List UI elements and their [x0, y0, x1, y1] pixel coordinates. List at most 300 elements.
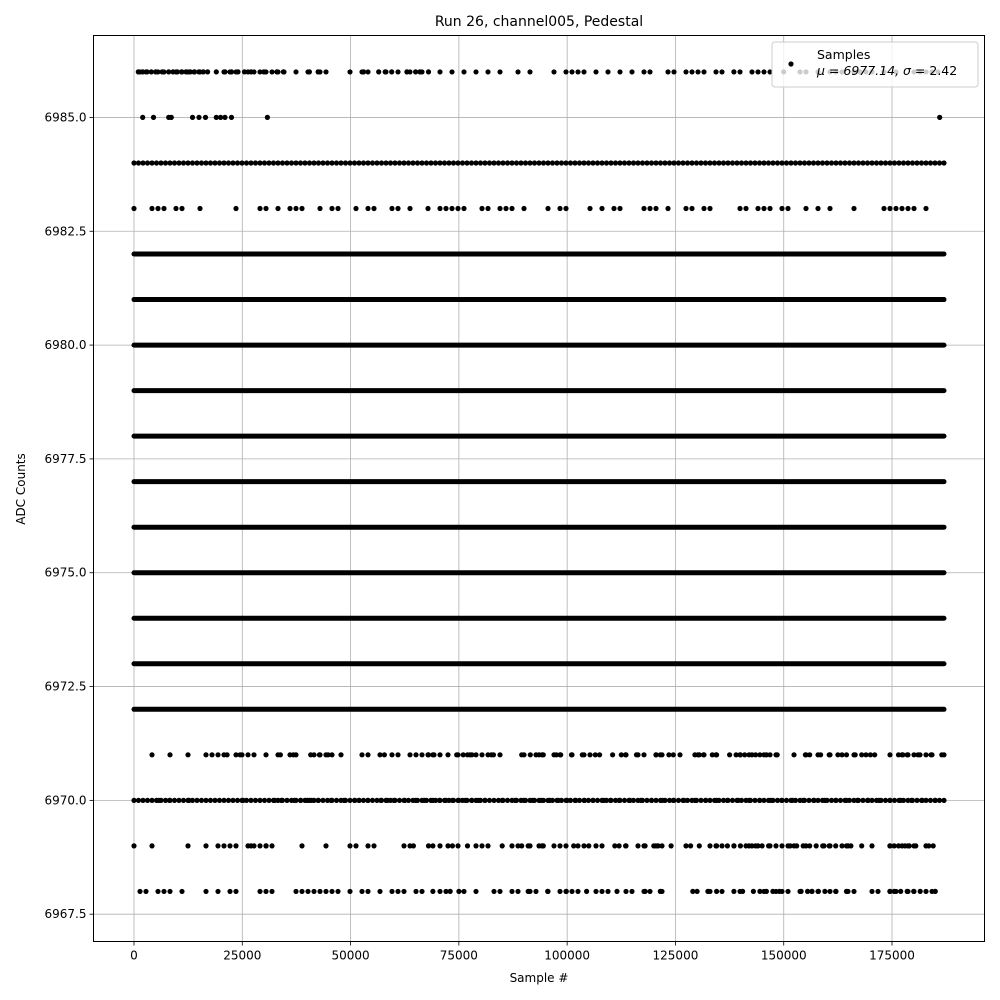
sample-point — [794, 843, 799, 848]
sample-point — [761, 206, 766, 211]
sample-point — [820, 160, 825, 165]
sample-point — [389, 752, 394, 757]
sample-point — [905, 752, 910, 757]
x-tick-label: 25000 — [223, 948, 262, 963]
sample-point — [833, 889, 838, 894]
sample-point — [131, 206, 136, 211]
sample-point — [748, 160, 753, 165]
sample-point — [229, 69, 234, 74]
sample-point — [914, 798, 919, 803]
sample-point — [425, 206, 430, 211]
sample-point — [649, 160, 654, 165]
sample-point — [149, 843, 154, 848]
sample-point — [658, 752, 663, 757]
sample-point — [473, 160, 478, 165]
sample-point — [824, 160, 829, 165]
sample-point — [647, 889, 652, 894]
sample-point — [714, 752, 719, 757]
sample-point — [689, 206, 694, 211]
sample-point — [491, 889, 496, 894]
sample-point — [292, 798, 297, 803]
sample-point — [822, 889, 827, 894]
sample-point — [643, 889, 648, 894]
sample-point — [739, 160, 744, 165]
sample-point — [514, 160, 519, 165]
sample-point — [199, 798, 204, 803]
sample-point — [541, 160, 546, 165]
sample-point — [874, 160, 879, 165]
sample-point — [605, 69, 610, 74]
sample-point — [545, 206, 550, 211]
sample-point — [581, 69, 586, 74]
sample-point — [269, 69, 274, 74]
sample-point — [323, 69, 328, 74]
sample-point — [222, 115, 227, 120]
sample-point — [370, 798, 375, 803]
y-tick-label: 6975.0 — [44, 565, 87, 580]
sample-point — [221, 160, 226, 165]
sample-point — [305, 889, 310, 894]
sample-point — [838, 798, 843, 803]
sample-point — [491, 160, 496, 165]
sample-point — [136, 160, 141, 165]
y-tick-label: 6972.5 — [44, 679, 87, 694]
sample-point — [361, 69, 366, 74]
sample-point — [811, 160, 816, 165]
legend-stats — [816, 63, 957, 78]
sample-point — [365, 206, 370, 211]
sample-point — [365, 752, 370, 757]
sample-point — [448, 889, 453, 894]
sample-point — [653, 206, 658, 211]
sample-point — [695, 889, 700, 894]
sample-point — [376, 69, 381, 74]
sample-point — [329, 798, 334, 803]
sample-point — [737, 69, 742, 74]
sample-point — [697, 843, 702, 848]
sample-point — [509, 843, 514, 848]
sample-point — [397, 798, 402, 803]
sample-point — [545, 160, 550, 165]
sample-point — [442, 160, 447, 165]
sample-point — [284, 798, 289, 803]
legend-marker — [788, 61, 793, 66]
sample-point — [806, 160, 811, 165]
sample-point — [465, 843, 470, 848]
sample-point — [437, 752, 442, 757]
sample-point — [140, 798, 145, 803]
sample-point — [251, 752, 256, 757]
sample-point — [263, 206, 268, 211]
sample-point — [454, 752, 459, 757]
sample-point — [623, 889, 628, 894]
sample-point — [212, 798, 217, 803]
sample-point — [838, 160, 843, 165]
sample-point — [901, 160, 906, 165]
sample-point — [244, 160, 249, 165]
sample-point — [269, 889, 274, 894]
sample-point — [631, 160, 636, 165]
sample-point — [262, 798, 267, 803]
sample-point — [482, 798, 487, 803]
sample-point — [154, 160, 159, 165]
sample-point — [253, 160, 258, 165]
sample-point — [881, 206, 886, 211]
sample-point — [160, 69, 165, 74]
sample-point — [685, 160, 690, 165]
sample-point — [275, 206, 280, 211]
sample-point — [551, 843, 556, 848]
sample-point — [424, 160, 429, 165]
sample-point — [293, 69, 298, 74]
sample-point — [530, 798, 535, 803]
sample-point — [683, 843, 688, 848]
sample-point — [383, 160, 388, 165]
sample-point — [584, 889, 589, 894]
sample-point — [797, 160, 802, 165]
sample-point — [176, 160, 181, 165]
sample-point — [509, 160, 514, 165]
sample-point — [496, 160, 501, 165]
sample-point — [557, 843, 562, 848]
sample-point — [760, 843, 765, 848]
sample-point — [766, 843, 771, 848]
sample-point — [528, 752, 533, 757]
sample-point — [316, 69, 321, 74]
sample-point — [347, 889, 352, 894]
sample-point — [395, 206, 400, 211]
sample-point — [698, 160, 703, 165]
sample-point — [767, 206, 772, 211]
sample-point — [599, 889, 604, 894]
sample-point — [556, 798, 561, 803]
sample-point — [460, 160, 465, 165]
sample-point — [587, 206, 592, 211]
sample-point — [422, 798, 427, 803]
sample-point — [509, 206, 514, 211]
sample-point — [397, 160, 402, 165]
sample-point — [515, 69, 520, 74]
sample-point — [513, 798, 518, 803]
sample-point — [473, 69, 478, 74]
sample-point — [491, 752, 496, 757]
sample-point — [662, 160, 667, 165]
sample-point — [844, 798, 849, 803]
sample-point — [856, 160, 861, 165]
sample-point — [575, 69, 580, 74]
sample-point — [289, 160, 294, 165]
sample-point — [770, 160, 775, 165]
sample-point — [161, 889, 166, 894]
sample-point — [635, 160, 640, 165]
sample-point — [151, 115, 156, 120]
sample-point — [757, 752, 762, 757]
sample-point — [753, 843, 758, 848]
sample-point — [469, 752, 474, 757]
sample-point — [833, 160, 838, 165]
sample-point — [563, 206, 568, 211]
sample-point — [212, 160, 217, 165]
sample-point — [730, 798, 735, 803]
sample-point — [335, 206, 340, 211]
sample-point — [521, 798, 526, 803]
sample-point — [755, 69, 760, 74]
sample-point — [179, 889, 184, 894]
sample-point — [807, 843, 812, 848]
sample-point — [293, 889, 298, 894]
sample-point — [883, 160, 888, 165]
sample-point — [145, 160, 150, 165]
sample-point — [307, 69, 312, 74]
sample-point — [835, 752, 840, 757]
sample-point — [641, 752, 646, 757]
sample-point — [839, 843, 844, 848]
sample-point — [701, 206, 706, 211]
sample-point — [275, 160, 280, 165]
sample-point — [851, 206, 856, 211]
sample-point — [185, 843, 190, 848]
sample-point — [647, 206, 652, 211]
sample-point — [644, 798, 649, 803]
sample-point — [725, 160, 730, 165]
sample-point — [311, 889, 316, 894]
sample-point — [491, 798, 496, 803]
sample-point — [582, 798, 587, 803]
sample-point — [215, 843, 220, 848]
sample-point — [875, 889, 880, 894]
sample-point — [487, 798, 492, 803]
sample-point — [565, 798, 570, 803]
sample-point — [437, 843, 442, 848]
sample-point — [923, 206, 928, 211]
sample-point — [463, 798, 468, 803]
sample-point — [519, 752, 524, 757]
sample-point — [143, 889, 148, 894]
sample-point — [155, 889, 160, 894]
sample-point — [626, 160, 631, 165]
sample-point — [701, 752, 706, 757]
sample-point — [766, 160, 771, 165]
sample-point — [190, 115, 195, 120]
sample-point — [149, 160, 154, 165]
sample-point — [406, 160, 411, 165]
sample-point — [676, 160, 681, 165]
sample-point — [689, 160, 694, 165]
sample-point — [941, 798, 946, 803]
sample-point — [573, 798, 578, 803]
sample-point — [215, 889, 220, 894]
sample-point — [614, 889, 619, 894]
sample-point — [937, 115, 942, 120]
sample-point — [238, 752, 243, 757]
sample-point — [395, 752, 400, 757]
sample-point — [933, 798, 938, 803]
sample-point — [689, 69, 694, 74]
sample-point — [194, 160, 199, 165]
sample-point — [433, 160, 438, 165]
legend — [772, 42, 978, 87]
sample-point — [716, 160, 721, 165]
sample-point — [222, 69, 227, 74]
sample-point — [761, 160, 766, 165]
sample-point — [359, 889, 364, 894]
sample-point — [347, 160, 352, 165]
sample-point — [378, 798, 383, 803]
sample-point — [329, 160, 334, 165]
y-axis-label: ADC Counts — [14, 453, 28, 525]
sample-point — [623, 752, 628, 757]
sample-point — [235, 160, 240, 165]
sample-point — [262, 160, 267, 165]
sample-point — [395, 69, 400, 74]
sample-point — [299, 843, 304, 848]
sample-point — [790, 798, 795, 803]
sample-point — [172, 798, 177, 803]
sample-point — [487, 160, 492, 165]
sample-point — [272, 798, 277, 803]
sample-point — [752, 160, 757, 165]
sample-point — [248, 160, 253, 165]
sample-point — [887, 798, 892, 803]
sample-point — [370, 160, 375, 165]
sample-point — [395, 889, 400, 894]
sample-point — [311, 160, 316, 165]
sample-point — [737, 206, 742, 211]
sample-point — [230, 798, 235, 803]
sample-point — [740, 889, 745, 894]
sample-point — [707, 206, 712, 211]
sample-point — [361, 160, 366, 165]
sample-point — [937, 160, 942, 165]
sample-point — [242, 69, 247, 74]
sample-point — [692, 798, 697, 803]
sample-point — [719, 843, 724, 848]
sample-point — [353, 843, 358, 848]
sample-point — [131, 798, 136, 803]
sample-point — [703, 160, 708, 165]
sample-point — [199, 160, 204, 165]
sample-point — [816, 889, 821, 894]
sample-point — [391, 798, 396, 803]
sample-point — [194, 798, 199, 803]
sample-point — [577, 160, 582, 165]
y-tick-label: 6985.0 — [44, 110, 87, 125]
sample-point — [221, 798, 226, 803]
sample-point — [413, 752, 418, 757]
sample-point — [569, 889, 574, 894]
sample-point — [136, 798, 141, 803]
sample-point — [335, 889, 340, 894]
sample-point — [649, 798, 654, 803]
sample-point — [815, 160, 820, 165]
sample-point — [476, 798, 481, 803]
sample-point — [326, 752, 331, 757]
sample-point — [563, 160, 568, 165]
sample-point — [749, 69, 754, 74]
sample-point — [703, 798, 708, 803]
sample-point — [660, 798, 665, 803]
sample-point — [137, 889, 142, 894]
sample-point — [647, 69, 652, 74]
sample-point — [676, 798, 681, 803]
sample-point — [919, 160, 924, 165]
sample-point — [266, 160, 271, 165]
sample-point — [334, 160, 339, 165]
sample-point — [257, 160, 262, 165]
sample-point — [905, 160, 910, 165]
sample-point — [634, 752, 639, 757]
x-tick-label: 75000 — [439, 948, 478, 963]
sample-point — [233, 889, 238, 894]
sample-point — [225, 752, 230, 757]
sample-point — [581, 160, 586, 165]
sample-point — [527, 160, 532, 165]
sample-point — [698, 798, 703, 803]
sample-point — [604, 160, 609, 165]
sample-point — [842, 160, 847, 165]
x-tick-label: 100000 — [544, 948, 591, 963]
sample-point — [417, 69, 422, 74]
sample-point — [933, 889, 938, 894]
sample-point — [357, 798, 362, 803]
sample-point — [203, 160, 208, 165]
sample-point — [667, 160, 672, 165]
sample-point — [644, 160, 649, 165]
sample-point — [814, 843, 819, 848]
sample-point — [595, 160, 600, 165]
sample-point — [822, 798, 827, 803]
sample-point — [599, 206, 604, 211]
sample-point — [329, 889, 334, 894]
sample-point — [334, 798, 339, 803]
chart-title: Run 26, channel005, Pedestal — [434, 14, 644, 30]
sample-point — [586, 160, 591, 165]
sample-point — [779, 843, 784, 848]
legend-stats-sigma: σ — [903, 63, 911, 78]
sample-point — [401, 843, 406, 848]
sample-point — [932, 160, 937, 165]
sample-point — [802, 160, 807, 165]
sample-point — [413, 798, 418, 803]
sample-point — [730, 160, 735, 165]
sample-point — [643, 843, 648, 848]
sample-point — [682, 798, 687, 803]
legend-stats-std: = 2.42 — [910, 63, 958, 78]
sample-point — [299, 206, 304, 211]
sample-point — [928, 798, 933, 803]
sample-point — [323, 843, 328, 848]
sample-point — [809, 889, 814, 894]
sample-point — [203, 889, 208, 894]
sample-point — [591, 798, 596, 803]
sample-point — [181, 160, 186, 165]
sample-point — [641, 206, 646, 211]
sample-point — [551, 69, 556, 74]
sample-point — [613, 160, 618, 165]
sample-point — [547, 798, 552, 803]
sample-point — [707, 843, 712, 848]
sample-point — [784, 160, 789, 165]
sample-point — [271, 160, 276, 165]
sample-point — [410, 160, 415, 165]
sample-point — [915, 752, 920, 757]
sample-point — [221, 843, 226, 848]
sample-point — [580, 752, 585, 757]
sample-point — [869, 889, 874, 894]
sample-point — [388, 160, 393, 165]
sample-point — [688, 843, 693, 848]
sample-point — [233, 843, 238, 848]
